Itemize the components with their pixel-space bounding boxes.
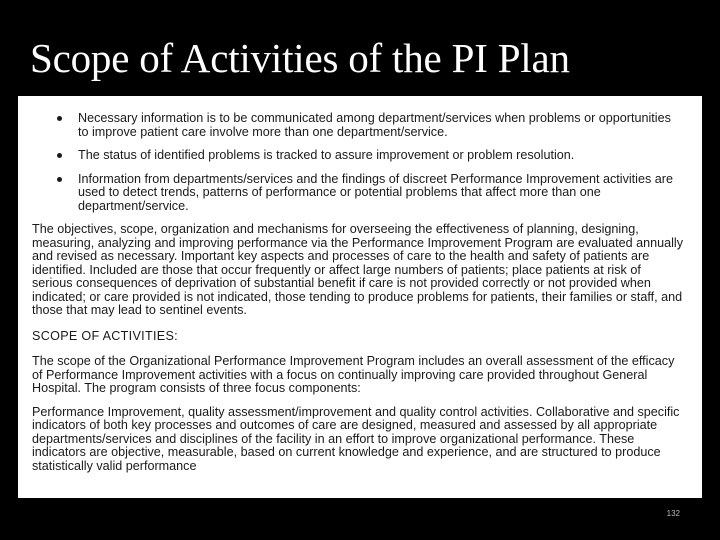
list-item <box>32 173 684 214</box>
components-paragraph: Performance Improvement, quality assessment/improvement and quality control activities. Collaborative and specific indicators of both key processes and outcomes of care are designed, measured and assessed by all appropriate departments/services and disciplines of the facility in an effort to improve organizational performance. These indicators are objective, measurable, based on current knowledge and experience, and are structured to produce statistically valid performance <box>32 404 680 473</box>
section-heading: SCOPE OF ACTIVITIES: <box>32 328 178 343</box>
document-body <box>32 112 684 483</box>
objectives-paragraph: The objectives, scope, organization and mechanisms for overseeing the effectiveness of planning, designing, measuring, analyzing and improving performance via the Performance Improvement Program are evaluated annually and revised as necessary. Important key aspects and processes of care to the health and safety of patients are identified. Included are those that occur frequently or affect large numbers of patients; place patients at risk of serious consequences of deprivation of substantial benefit if care is not provided correctly or not provided when indicated; or care provided is not indicated, those tending to produce problems for patients, their families or staff, and those that may lead to sentinel events. <box>32 222 684 317</box>
bullet-icon <box>57 153 62 158</box>
document-image <box>18 96 702 498</box>
bullet-icon <box>57 116 62 121</box>
bullet-text: The status of identified problems is tracked to assure improvement or problem resolution. <box>78 148 575 162</box>
list-item <box>32 149 684 163</box>
bullet-icon <box>57 177 62 182</box>
footer-bar <box>0 500 720 540</box>
bullet-text: Information from departments/services and the findings of discreet Performance Improvement activities are used to detect trends, patterns of performance or potential problems that affect more than one department/service. <box>78 171 673 213</box>
list-item <box>32 112 684 139</box>
title-bar <box>0 0 720 94</box>
bullet-text: Necessary information is to be communicated among department/services when problems or opportunities to improve patient care involve more than one department/service. <box>78 111 671 139</box>
page-number: 132 <box>666 509 680 518</box>
bullet-list <box>32 112 684 213</box>
slide-title: Scope of Activities of the PI Plan <box>30 35 570 81</box>
scope-paragraph: The scope of the Organizational Performance Improvement Program includes an overall assessment of the efficacy of Performance Improvement activities with a focus on continually improving care provided throughout General Hospital. The program consists of three focus components: <box>32 354 675 395</box>
